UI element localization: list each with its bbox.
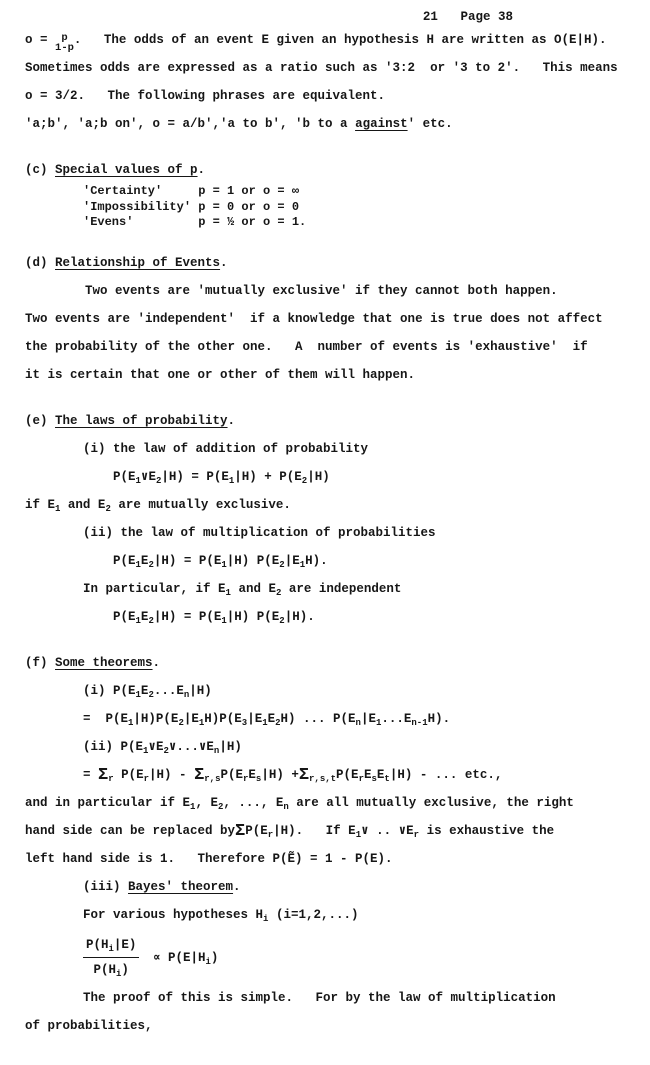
- bayes-hypotheses-line: For various hypotheses $H_i$ (i=1,2,...): [83, 907, 359, 924]
- law-independent-label: In particular, if $E_1$ and $E_2$ are independent: [83, 581, 402, 598]
- law-multiplication-formula: $P(E_1E_2|H) = P(E_1|H)$ $P(E_2|E_1H)$.: [113, 553, 328, 570]
- theorem-i-rhs: = $P(E_1|H)P(E_2|E_1H)P(E_3|E_1E_2H)$ ... $P(E_n|E_1...E_{n-1}H)$.: [83, 711, 451, 728]
- bayes-proof-line-2: of probabilities,: [25, 1018, 153, 1033]
- section-d-para-2: Two events are 'independent' if a knowledge that one is true does not affect: [25, 311, 603, 326]
- theorem-ii-note-3: left hand side is 1. Therefore P(Ẽ) = 1 - P(E).: [25, 851, 393, 866]
- section-c-heading: (c) Special values of p.: [25, 163, 206, 177]
- theorem-ii-rhs: = $\Sigma_r$ $P(E_r|H) - \Sigma_{r,s}P(E_rE_s|H) +\Sigma_{r,s,t}P(E_rE_sE_t|H)$ - ... etc.,: [83, 765, 503, 785]
- theorem-ii-note-2: hand side can be replaced $by\Sigma P(E_r|H)$. If $E_1\vee$ .. $\vee E_r$ is exhaustive the: [25, 821, 555, 841]
- law-addition-formula: $P(E_1\vee E_2|H) = P(E_1|H) + P(E_2|H)$: [113, 469, 330, 486]
- section-d-para-4: it is certain that one or other of them will happen.: [25, 367, 416, 382]
- section-d-heading: (d) Relationship of Events.: [25, 255, 228, 270]
- bayes-formula: $\frac{P(H_i|E)}{P(H_i)}$ ∝ $P(E|H_i)$: [83, 935, 625, 980]
- special-value-certainty: 'Certainty' p = 1 or o = ∞: [83, 184, 300, 198]
- law-addition-label: (i) the law of addition of probability: [83, 441, 369, 456]
- intro-line-equivalent: o = 3/2. The following phrases are equivalent.: [25, 89, 386, 103]
- bayes-proof-line-1: The proof of this is simple. For by the law of multiplication: [83, 990, 556, 1005]
- page-label: Page: [460, 10, 491, 24]
- section-d-para-3: the probability of the other one. A number of events is 'exhaustive' if: [25, 339, 588, 354]
- special-value-impossibility: 'Impossibility' p = 0 or o = 0: [83, 199, 300, 214]
- header-spacer: [438, 10, 461, 24]
- bayes-theorem-heading: (iii) Bayes' theorem.: [83, 879, 241, 894]
- law-multiplication-label: (ii) the law of multiplication of probabilities: [83, 525, 436, 540]
- page-header: [25, 8, 625, 26]
- theorem-ii-note-1: and in particular if $E_1$, $E_2$, ..., $E_n$ are all mutually exclusive, the right: [25, 795, 574, 812]
- sheet-number: 21: [422, 10, 438, 24]
- intro-line-odds-definition: o = p 1-p . The odds of an event E given an hypothesis H are written as O(E|H).: [25, 32, 607, 54]
- section-e-heading: (e) The laws of probability.: [25, 413, 236, 428]
- intro-line-phrases: 'a;b', 'a;b on', o = a/b','a to b', 'b to a against' etc.: [25, 117, 453, 131]
- theorem-i-lhs: (i) $P(E_1E_2...E_n|H)$: [83, 683, 212, 700]
- special-value-evens: 'Evens' p = ½ or o = 1.: [83, 215, 307, 229]
- law-independent-formula: $P(E_1E_2|H) = P(E_1|H)$ $P(E_2|H)$.: [113, 609, 315, 626]
- header-spacer2: [490, 10, 498, 24]
- document-body: [25, 26, 625, 1040]
- section-d-para-1: Two events are 'mutually exclusive' if they cannot both happen.: [85, 283, 558, 298]
- law-addition-condition: if $E_1$ and $E_2$ are mutually exclusive.: [25, 497, 291, 514]
- intro-line-ratio: Sometimes odds are expressed as a ratio such as '3:2 or '3 to 2'. This means: [25, 61, 618, 75]
- page-number: 38: [497, 10, 513, 24]
- theorem-ii-lhs: (ii) $P(E_1\vee E_2\vee...\vee E_n|H)$: [83, 739, 242, 756]
- section-f-heading: (f) Some theorems.: [25, 655, 161, 670]
